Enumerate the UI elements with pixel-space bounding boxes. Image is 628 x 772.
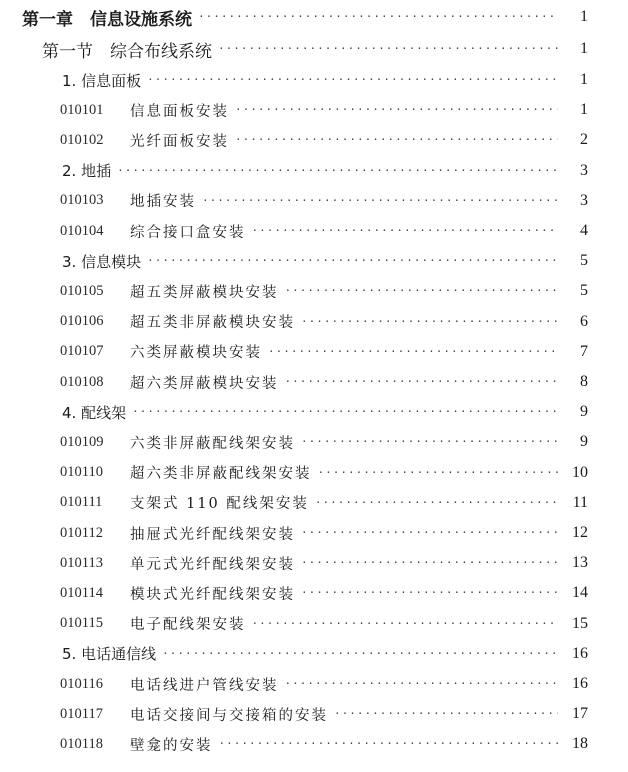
item-code: 010104 (60, 222, 104, 239)
dot-leader (218, 35, 558, 63)
toc-chapter-entry[interactable] (0, 3, 628, 31)
group-title: 5. 电话通信线 (62, 645, 157, 664)
item-title: 壁龛的安装 (130, 737, 213, 754)
group-title: 4. 配线架 (62, 403, 127, 422)
page-number: 14 (572, 584, 588, 602)
item-code: 010101 (60, 101, 104, 118)
item-title: 超六类屏蔽模块安装 (130, 375, 279, 392)
page-number: 17 (572, 705, 588, 723)
item-title: 光纤面板安装 (130, 133, 229, 150)
toc-section-entry[interactable] (0, 35, 628, 63)
item-code: 010112 (60, 524, 103, 541)
dot-leader (252, 610, 559, 638)
toc-item-entry[interactable] (0, 730, 628, 758)
dot-leader (301, 428, 558, 456)
toc-item-entry[interactable] (0, 308, 628, 336)
page-number: 16 (572, 644, 588, 662)
page-number: 5 (580, 252, 588, 270)
item-title: 超五类非屏蔽模块安装 (130, 315, 295, 332)
page-number: 3 (580, 161, 588, 179)
page-number: 1 (580, 40, 588, 57)
dot-leader (318, 459, 559, 487)
toc-item-entry[interactable] (0, 519, 628, 547)
item-title: 抽屉式光纤配线架安装 (130, 526, 295, 543)
dot-leader (285, 277, 559, 305)
item-code: 010115 (60, 615, 103, 632)
item-code: 010106 (60, 313, 104, 330)
page-number: 18 (572, 735, 588, 753)
item-code: 010111 (60, 494, 103, 511)
dot-leader (162, 640, 558, 668)
page-number: 16 (572, 675, 588, 692)
page-number: 8 (580, 373, 588, 390)
page-number: 4 (580, 222, 588, 239)
toc-item-entry[interactable] (0, 187, 628, 215)
dot-leader (285, 368, 559, 396)
group-title: 2. 地插 (62, 162, 112, 181)
item-code: 010116 (60, 675, 103, 692)
item-code: 010114 (60, 584, 103, 601)
dot-leader (285, 670, 559, 698)
item-title: 电子配线架安装 (130, 617, 246, 634)
toc-item-entry[interactable] (0, 368, 628, 396)
page-number: 12 (572, 524, 588, 541)
item-code: 010110 (60, 464, 103, 481)
item-code: 010103 (60, 192, 104, 209)
dot-leader (301, 549, 558, 577)
item-code: 010105 (60, 282, 104, 299)
item-code: 010117 (60, 705, 103, 722)
item-title: 六类屏蔽模块安装 (130, 345, 262, 362)
toc-item-entry[interactable] (0, 428, 628, 456)
toc-item-entry[interactable] (0, 277, 628, 305)
dot-leader (117, 157, 558, 185)
toc-group-entry[interactable] (0, 157, 628, 185)
item-title: 综合接口盒安装 (130, 224, 246, 241)
page-number: 9 (580, 403, 588, 421)
toc-group-entry[interactable] (0, 247, 628, 275)
item-title: 支架式 110 配线架安装 (130, 496, 309, 513)
group-title: 1. 信息面板 (62, 71, 142, 90)
item-title: 单元式光纤配线架安装 (130, 556, 295, 573)
toc-item-entry[interactable] (0, 670, 628, 698)
toc-item-entry[interactable] (0, 610, 628, 638)
toc-item-entry[interactable] (0, 700, 628, 728)
dot-leader (147, 247, 558, 275)
item-code: 010107 (60, 343, 104, 360)
page-number: 15 (572, 614, 588, 632)
section-title: 第一节 综合布线系统 (42, 41, 212, 62)
dot-leader (198, 3, 558, 31)
page-number: 11 (572, 493, 588, 511)
page-number: 3 (580, 191, 588, 209)
toc-item-entry[interactable] (0, 338, 628, 366)
dot-leader (252, 217, 559, 245)
item-title: 电话线进户管线安装 (130, 677, 279, 694)
toc-group-entry[interactable] (0, 398, 628, 426)
dot-leader (235, 96, 558, 124)
toc-item-entry[interactable] (0, 96, 628, 124)
item-title: 超五类屏蔽模块安装 (130, 284, 279, 301)
dot-leader (301, 519, 558, 547)
page-number: 1 (580, 8, 588, 25)
toc-item-entry[interactable] (0, 579, 628, 607)
dot-leader (268, 338, 558, 366)
page-number: 2 (580, 131, 588, 149)
page-number: 7 (580, 342, 588, 360)
dot-leader (132, 398, 558, 426)
dot-leader (334, 700, 558, 728)
toc-item-entry[interactable] (0, 459, 628, 487)
dot-leader (301, 308, 558, 336)
item-code: 010113 (60, 554, 103, 571)
item-title: 信息面板安装 (130, 103, 229, 120)
item-title: 模块式光纤配线架安装 (130, 586, 295, 603)
item-code: 010108 (60, 373, 104, 390)
item-code: 010109 (60, 433, 104, 450)
item-title: 超六类非屏蔽配线架安装 (130, 466, 312, 483)
toc-item-entry[interactable] (0, 126, 628, 154)
dot-leader (147, 66, 558, 94)
dot-leader (202, 187, 558, 215)
toc-group-entry[interactable] (0, 66, 628, 94)
dot-leader (301, 579, 558, 607)
dot-leader (235, 126, 558, 154)
dot-leader (219, 730, 559, 758)
page-number: 1 (580, 71, 588, 88)
toc-item-entry[interactable] (0, 489, 628, 517)
page-number: 13 (572, 554, 588, 572)
page-number: 10 (572, 463, 588, 481)
page-number: 1 (580, 101, 588, 119)
toc-item-entry[interactable] (0, 549, 628, 577)
toc-item-entry[interactable] (0, 217, 628, 245)
chapter-title: 第一章 信息设施系统 (22, 9, 192, 30)
item-code: 010102 (60, 131, 104, 148)
page-number: 9 (580, 433, 588, 451)
page-number: 6 (580, 312, 588, 330)
dot-leader (315, 489, 558, 517)
item-code: 010118 (60, 735, 103, 752)
group-title: 3. 信息模块 (62, 252, 142, 271)
item-title: 地插安装 (130, 194, 196, 211)
item-title: 电话交接间与交接箱的安装 (130, 707, 328, 724)
page-number: 5 (580, 282, 588, 300)
item-title: 六类非屏蔽配线架安装 (130, 435, 295, 452)
toc-group-entry[interactable] (0, 640, 628, 668)
